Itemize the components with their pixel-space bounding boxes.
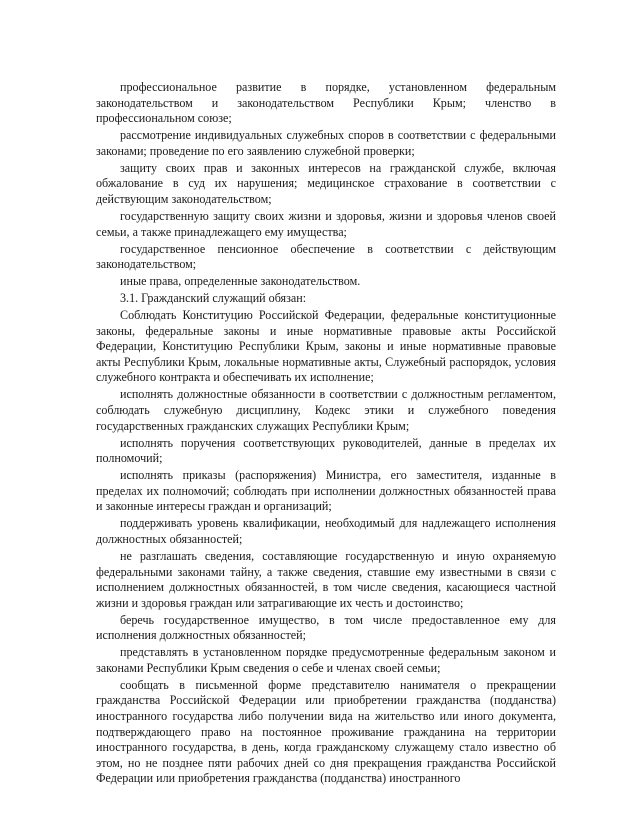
paragraph: государственную защиту своих жизни и здоровья, жизни и здоровья членов своей семьи, а также принадлежащего ему имущества; <box>96 208 556 239</box>
paragraph: исполнять приказы (распоряжения) Министра, его заместителя, изданные в пределах их полномочий; соблюдать при исполнении должностных обязанностей права и законные интересы граждан и организаций; <box>96 468 556 514</box>
document-body <box>96 80 556 787</box>
paragraph: исполнять поручения соответствующих руководителей, данные в пределах их полномочий; <box>96 435 556 466</box>
paragraph: сообщать в письменной форме представителю нанимателя о прекращении гражданства Российской Федерации или приобретении гражданства (подданства) иностранного государства либо получении вида на жительство или иного документа, подтверждающего право на постоянное проживание гражданина на территории иностранного государства, в день, когда гражданскому служащему стало известно об этом, но не позднее пяти рабочих дней со дня прекращения гражданства Российской Федерации или приобретения гражданства (подданства) иностранного <box>96 677 556 786</box>
section-heading: 3.1. Гражданский служащий обязан: <box>120 291 307 306</box>
paragraph: иные права, определенные законодательством. <box>120 274 361 289</box>
paragraph: поддерживать уровень квалификации, необходимый для надлежащего исполнения должностных обязанностей; <box>96 516 556 546</box>
paragraph: профессиональное развитие в порядке, установленном федеральным законодательством и законодательством Республики Крым; членство в профессиональном союзе; <box>96 80 556 126</box>
paragraph: беречь государственное имущество, в том числе предоставленное ему для исполнения должностных обязанностей; <box>96 612 556 643</box>
paragraph: не разглашать сведения, составляющие государственную и иную охраняемую федеральными законами тайну, а также сведения, ставшие ему известными в связи с исполнением должностных обязанностей, в том числе сведения, касающиеся частной жизни и здоровья граждан или затрагивающие их честь и достоинство; <box>96 548 556 610</box>
paragraph: государственное пенсионное обеспечение в соответствии с действующим законодательством; <box>96 241 556 272</box>
paragraph: рассмотрение индивидуальных служебных споров в соответствии с федеральными законами; проведение по его заявлению служебной проверки; <box>96 128 556 158</box>
paragraph: защиту своих прав и законных интересов на гражданской службе, включая обжалование в суд их нарушения; медицинское страхование в соответствии с действующим законодательством; <box>96 160 556 206</box>
paragraph: исполнять должностные обязанности в соответствии с должностным регламентом, соблюдать служебную дисциплину, Кодекс этики и служебного поведения государственных гражданских служащих Республики Крым; <box>96 387 556 433</box>
paragraph: Соблюдать Конституцию Российской Федерации, федеральные конституционные законы, федеральные законы и иные нормативные правовые акты Российской Федерации, Конституцию Республики Крым, законы и иные нормативные правовые акты Республики Крым, локальные нормативные акты, Служебный распорядок, условия служебного контракта и обеспечивать их исполнение; <box>96 308 556 385</box>
paragraph: представлять в установленном порядке предусмотренные федеральным законом и законами Республики Крым сведения о себе и членах своей семьи; <box>96 645 556 675</box>
